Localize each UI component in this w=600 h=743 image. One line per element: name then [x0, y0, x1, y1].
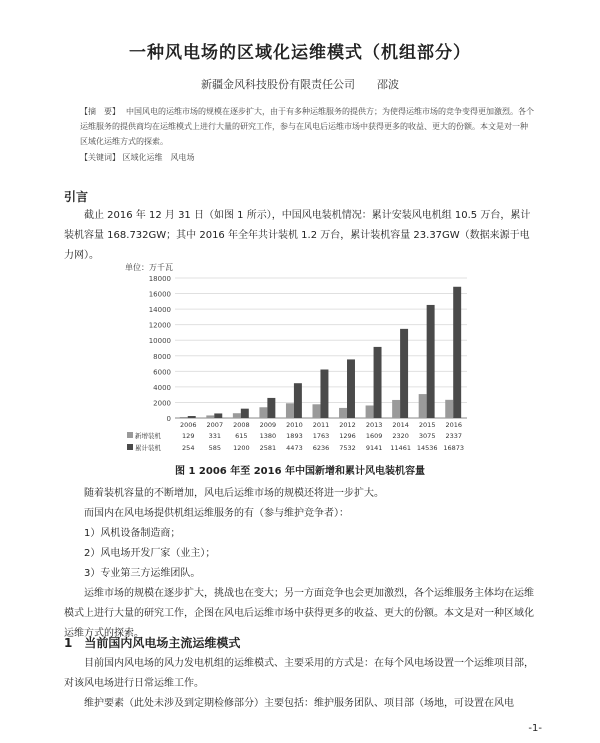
data-label: 1763 [312, 432, 330, 440]
x-tick-label: 2013 [365, 421, 383, 429]
data-label: 1609 [365, 432, 383, 440]
y-tick-label: 8000 [153, 352, 171, 361]
section1-paragraph-2: 维护要素（此处未涉及到定期检修部分）主要包括：维护服务团队、项目部（场地，可设置在风电 [84, 698, 514, 709]
x-tick-label: 2015 [418, 421, 436, 429]
bar-0 [392, 400, 400, 418]
bar-0 [206, 415, 214, 418]
bar-1 [427, 305, 435, 418]
data-label: 585 [208, 444, 222, 452]
x-tick-label: 2006 [179, 421, 197, 429]
list-item-3: 3）专业第三方运维团队。 [84, 568, 201, 579]
data-label: 129 [182, 432, 195, 440]
bar-1 [294, 383, 302, 418]
data-label: 1200 [233, 444, 250, 452]
x-tick-label: 2011 [312, 421, 330, 429]
x-tick-label: 2014 [392, 421, 409, 429]
paper-title: 一种风电场的区域化运维模式（机组部分） [129, 43, 471, 63]
y-tick-label: 0 [166, 415, 171, 423]
bar-1 [241, 409, 249, 418]
data-label: 11461 [390, 444, 411, 452]
list-item-1: 1）风机设备制造商； [84, 528, 181, 539]
bar-0 [286, 403, 294, 418]
intro-heading: 引言 [64, 190, 89, 204]
data-label: 1380 [259, 432, 277, 440]
capacity-bar-chart [125, 260, 475, 460]
bar-1 [400, 329, 408, 418]
bar-1 [267, 398, 275, 418]
data-label: 9141 [365, 444, 383, 452]
legend-label: 新增装机 [135, 432, 161, 440]
bar-1 [347, 359, 355, 418]
data-label: 3075 [418, 432, 436, 440]
data-label: 16873 [443, 444, 465, 452]
x-tick-label: 2016 [445, 421, 463, 429]
bar-0 [445, 400, 453, 418]
data-label: 615 [235, 432, 248, 440]
y-tick-label: 12000 [148, 321, 171, 330]
unit-label: 单位：万千瓦 [125, 263, 173, 272]
legend-swatch [127, 444, 133, 450]
bar-0 [233, 413, 241, 418]
y-tick-label: 16000 [148, 290, 171, 299]
data-label: 1296 [339, 432, 356, 440]
bar-0 [366, 405, 374, 418]
bar-1 [320, 369, 328, 418]
legend-swatch [127, 432, 133, 438]
page-number: -1- [528, 723, 542, 734]
list-item-2: 2）风电场开发厂家（业主）； [84, 548, 216, 559]
bar-0 [313, 404, 321, 418]
keywords-label: 【关键词】 [80, 153, 120, 162]
x-tick-label: 2007 [206, 421, 224, 429]
data-label: 331 [208, 432, 222, 440]
author-line: 新疆金风科技股份有限责任公司 邵波 [201, 78, 399, 91]
bar-1 [453, 287, 461, 418]
keywords [80, 152, 195, 163]
keywords-text: 区域化运维 风电场 [122, 153, 195, 162]
bar-1 [214, 413, 222, 418]
figure-caption: 图 1 2006 年至 2016 年中国新增和累计风电装机容量 [174, 466, 426, 477]
section1-heading: 1 当前国内风电场主流运维模式 [64, 636, 241, 650]
bar-0 [339, 408, 347, 418]
y-tick-label: 18000 [148, 275, 171, 283]
x-tick-label: 2009 [259, 421, 277, 429]
legend-label: 累计装机 [135, 444, 161, 452]
abstract-text: 中国风电的运维市场的规模在逐步扩大，由于有多种运维服务的提供方；为使得运维市场的竞争变得更加激烈。各个运维服务的提供商均在运维模式上进行大量的研究工作，参与在风电后运维市场中获得更多的收益、更大的份额。本文是对一种区域化运维方式的探索。 [80, 107, 534, 146]
abstract [80, 104, 535, 149]
bar-0 [180, 417, 188, 418]
data-label: 254 [182, 444, 195, 452]
data-label: 2320 [392, 432, 409, 440]
x-tick-label: 2008 [233, 421, 250, 429]
data-label: 2581 [259, 444, 277, 452]
y-tick-label: 10000 [148, 337, 171, 346]
bar-0 [259, 407, 267, 418]
data-label: 6236 [312, 444, 330, 452]
x-tick-label: 2012 [339, 421, 356, 429]
intro-paragraph: 截止 2016 年 12 月 31 日（如图 1 所示），中国风电装机情况：累计安装风电机组 10.5 万台，累计装机容量 168.732GW；其中 2016 年全年共计装机 1.2 万台，累计装机容量 23.37GW（数据来源于电力网）。 [64, 210, 531, 261]
data-label: 2337 [445, 432, 463, 440]
abstract-label: 【摘 要】 [80, 107, 120, 116]
x-tick-label: 2010 [286, 421, 303, 429]
paragraph-3: 运维市场的规模在逐步扩大，挑战也在变大；另一方面竞争也会更加激烈，各个运维服务主体均在运维模式上进行大量的研究工作，企图在风电后运维市场中获得更多的收益、更大的份额。本文是对一种区域化运维方式的探索。 [64, 588, 534, 639]
data-label: 7532 [339, 444, 356, 452]
y-tick-label: 4000 [153, 383, 171, 392]
paragraph-2: 而国内在风电场提供机组运维服务的有（参与维护竞争者）： [84, 508, 349, 519]
data-label: 4473 [286, 444, 303, 452]
y-tick-label: 2000 [153, 399, 171, 408]
y-tick-label: 6000 [153, 368, 171, 377]
data-label: 14536 [416, 444, 438, 452]
bar-1 [188, 416, 196, 418]
paragraph-1: 随着装机容量的不断增加，风电后运维市场的规模还将进一步扩大。 [84, 488, 384, 499]
y-tick-label: 14000 [148, 306, 171, 315]
bar-1 [374, 347, 382, 418]
section1-paragraph-1: 目前国内风电场的风力发电机组的运维模式、主要采用的方式是：在每个风电场设置一个运维项目部，对该风电场进行日常运维工作。 [64, 658, 534, 689]
data-label: 1893 [286, 432, 303, 440]
bar-0 [419, 394, 427, 418]
